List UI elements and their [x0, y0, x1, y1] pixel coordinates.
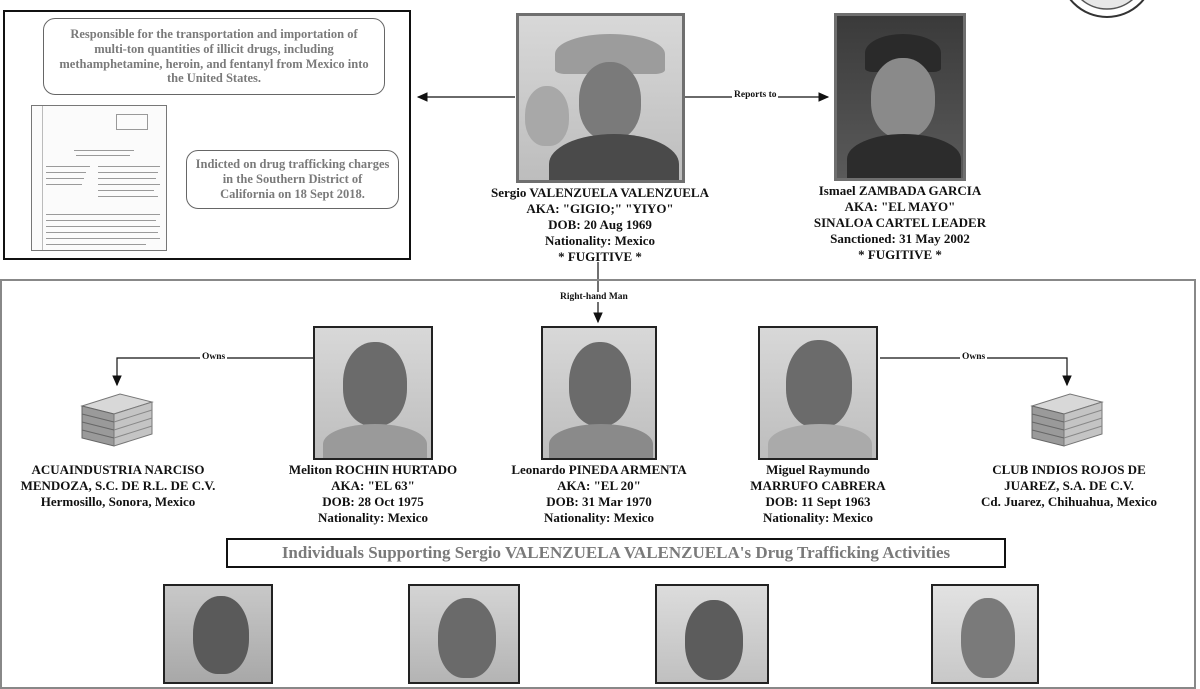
associate-info-marrufo: [713, 462, 923, 526]
boss-photo: [834, 13, 966, 181]
associate-nationality: Nationality: Mexico: [543, 510, 655, 525]
company-location: Cd. Juarez, Chihuahua, Mexico: [981, 494, 1157, 509]
associate-info-rochin: [268, 462, 478, 526]
company-name-line2: MENDOZA, S.C. DE R.L. DE C.V.: [20, 478, 216, 493]
right-hand-label: Right-hand Man: [560, 292, 628, 302]
reports-to-label: Reports to: [734, 90, 777, 100]
main-target-nationality: Nationality: Mexico: [544, 233, 656, 248]
associate-dob: DOB: 11 Sept 1963: [765, 494, 871, 509]
associate-aka: AKA: "EL 20": [557, 478, 641, 493]
associate-dob: DOB: 28 Oct 1975: [322, 494, 424, 509]
description-note: Responsible for the transportation and importation of multi-ton quantities of illicit drugs, including methamphetamine, heroin, and fentanyl from Mexico into the United States.: [43, 18, 385, 95]
company-name-line2: JUAREZ, S.A. DE C.V.: [1004, 478, 1134, 493]
associate-nationality: Nationality: Mexico: [317, 510, 429, 525]
company-name-line1: ACUAINDUSTRIA NARCISO: [31, 462, 205, 477]
boss-name: Ismael ZAMBADA GARCIA: [818, 183, 982, 198]
indictment-note: Indicted on drug trafficking charges in the Southern District of California on 18 Sept 2018.: [186, 150, 399, 209]
supporter-photo-4: [931, 584, 1039, 684]
agency-seal-logo: [1058, 0, 1156, 30]
associate-name: Leonardo PINEDA ARMENTA: [511, 462, 687, 477]
associate-nationality: Nationality: Mexico: [762, 510, 874, 525]
main-target-info: [470, 185, 730, 265]
associate-dob: DOB: 31 Mar 1970: [546, 494, 652, 509]
building-icon: [80, 392, 154, 448]
building-icon: [1030, 392, 1104, 448]
company-location: Hermosillo, Sonora, Mexico: [40, 494, 196, 509]
associate-name-line1: Miguel Raymundo: [766, 462, 870, 477]
associate-aka: AKA: "EL 63": [331, 478, 415, 493]
associate-photo-rochin: [313, 326, 433, 460]
boss-aka: AKA: "EL MAYO": [844, 199, 956, 214]
company-name-line1: CLUB INDIOS ROJOS DE: [992, 462, 1146, 477]
owns-right-label: Owns: [962, 352, 986, 362]
associate-photo-pineda: [541, 326, 657, 460]
main-target-name: Sergio VALENZUELA VALENZUELA: [491, 185, 709, 200]
associate-name-line2: MARRUFO CABRERA: [750, 478, 886, 493]
boss-info: [780, 183, 1020, 263]
boss-status: * FUGITIVE *: [858, 247, 942, 262]
main-target-status: * FUGITIVE *: [558, 249, 642, 264]
associate-info-pineda: [494, 462, 704, 526]
supporter-photo-2: [408, 584, 520, 684]
supporting-individuals-banner: Individuals Supporting Sergio VALENZUELA VALENZUELA's Drug Trafficking Activities: [226, 538, 1006, 568]
boss-sanctioned: Sanctioned: 31 May 2002: [830, 231, 970, 246]
supporter-photo-1: [163, 584, 273, 684]
main-target-dob: DOB: 20 Aug 1969: [548, 217, 652, 232]
main-target-aka: AKA: "GIGIO;" "YIYO": [526, 201, 674, 216]
main-target-photo: [516, 13, 685, 183]
associate-photo-marrufo: [758, 326, 878, 460]
boss-role: SINALOA CARTEL LEADER: [813, 215, 987, 230]
supporter-photo-3: [655, 584, 769, 684]
associate-name: Meliton ROCHIN HURTADO: [288, 462, 458, 477]
company-info-acuaindustria: [8, 462, 228, 510]
summary-box: [3, 10, 411, 260]
owns-left-label: Owns: [202, 352, 226, 362]
indictment-document-image: [31, 105, 167, 251]
company-info-club-indios: [954, 462, 1184, 510]
